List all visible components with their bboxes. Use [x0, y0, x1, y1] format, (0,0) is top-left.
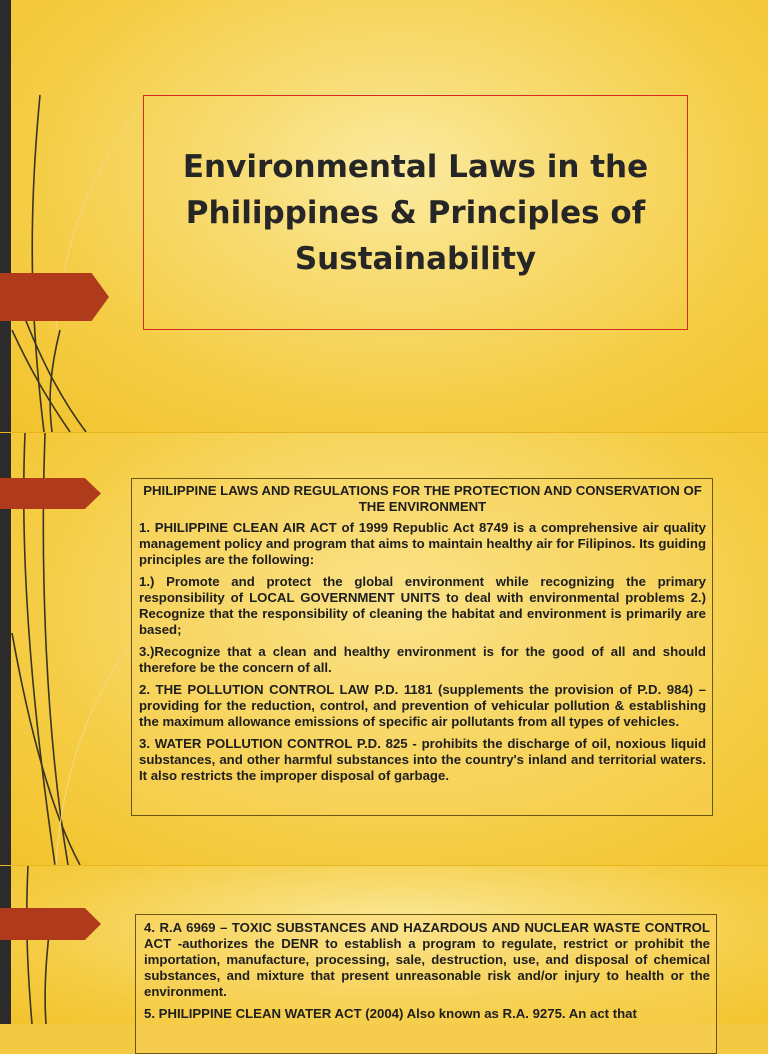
section-arrow: [0, 908, 101, 940]
section-arrow: [0, 273, 109, 321]
decorative-curves: [0, 0, 140, 432]
decorative-curves: [0, 866, 140, 1024]
title-line-2: Philippines & Principles of: [185, 194, 646, 231]
laws-content-box: [131, 478, 713, 816]
law-paragraph-3: 3.)Recognize that a clean and healthy environment is for the good of all and should therefore be the concern of all.: [139, 644, 706, 675]
law-paragraph-6: 4. R.A 6969 – TOXIC SUBSTANCES AND HAZARDOUS AND NUCLEAR WASTE CONTROL ACT -authorizes the DENR to establish a program to regulate, restrict or prohibit the importation, manufacture, processing, sale, destruction, use, and disposal of chemical substances, and mixture that present unreasonable risk and/or injury to health or the environment.: [144, 920, 710, 999]
laws-content-box-2: [135, 914, 717, 1054]
title-line-1: Environmental Laws in the: [182, 148, 649, 185]
law-paragraph-1: 1. PHILIPPINE CLEAN AIR ACT of 1999 Republic Act 8749 is a comprehensive air quality management policy and program that aims to maintain healthy air for Filipinos. Its guiding principles are the following:: [139, 520, 706, 567]
slide-1: [0, 0, 768, 432]
law-paragraph-4: 2. THE POLLUTION CONTROL LAW P.D. 1181 (supplements the provision of P.D. 984) – providing for the reduction, control, and prevention of vehicular pollution & establishing the maximum allowance emissions of specific air pollutants from all types of vehicles.: [139, 682, 706, 729]
page-title: [169, 144, 662, 282]
title-line-3: Sustainability: [294, 240, 537, 277]
laws-heading: PHILIPPINE LAWS AND REGULATIONS FOR THE PROTECTION AND CONSERVATION OF THE ENVIRONMENT: [143, 483, 702, 514]
title-box: [143, 95, 688, 330]
law-paragraph-5: 3. WATER POLLUTION CONTROL P.D. 825 - prohibits the discharge of oil, noxious liquid substances, and other harmful substances into the country's inland and territorial waters. It also restricts the improper disposal of garbage.: [139, 736, 706, 783]
law-paragraph-2: 1.) Promote and protect the global environment while recognizing the primary responsibility of LOCAL GOVERNMENT UNITS to deal with environmental problems 2.) Recognize that the responsibility of cleaning the habitat and environment is primarily are based;: [139, 574, 706, 637]
section-arrow: [0, 478, 101, 509]
slide-separator: [0, 432, 768, 433]
law-paragraph-7: 5. PHILIPPINE CLEAN WATER ACT (2004) Also known as R.A. 9275. An act that: [144, 1006, 637, 1021]
